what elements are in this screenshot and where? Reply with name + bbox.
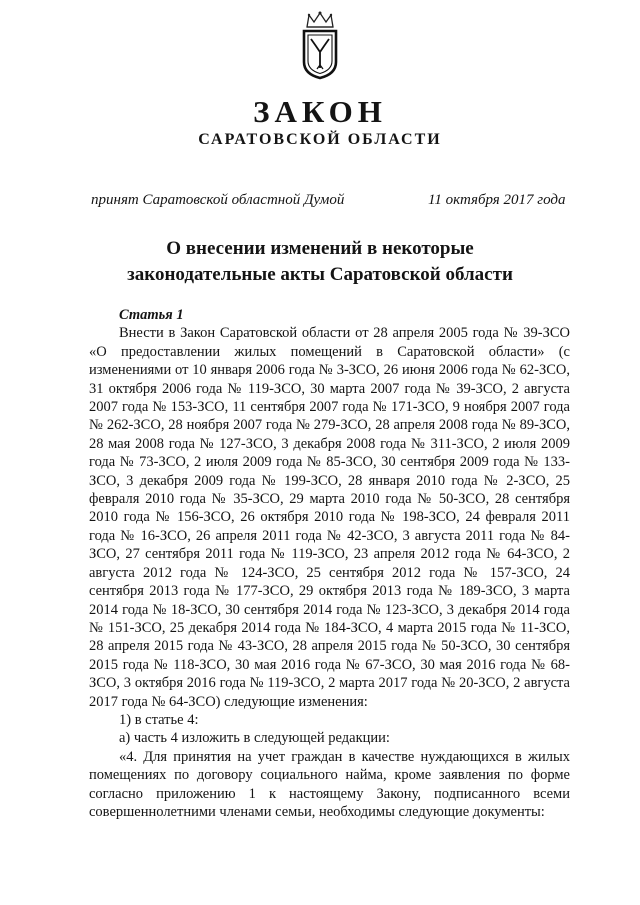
coat-of-arms-icon bbox=[298, 10, 342, 80]
article-paragraph: а) часть 4 изложить в следующей редакции: bbox=[119, 730, 390, 747]
article-paragraph: Внести в Закон Саратовской области от 28 апреля 2005 года № 39-ЗСО «О предоставлении жилых помещений в Саратовской области» (с изменениями от 10 января 2006 года № 3-ЗСО, 26 июня 2006 года № 62-ЗСО, 31 октября 2006 года № 119-ЗСО, 30 марта 2007 года № 39-ЗСО, 2 августа 2007 года № 153-ЗСО, 11 сентября 2007 года № 171-ЗСО, 9 ноября 2007 года № 262-ЗСО, 28 ноября 2007 года № 279-ЗСО, 28 апреля 2008 года № 89-ЗСО, 28 мая 2008 года № 127-ЗСО, 3 декабря 2008 года № 311-ЗСО, 2 июля 2009 года № 73-ЗСО, 2 июля 2009 года № 85-ЗСО, 30 сентября 2009 года № 133-ЗСО, 3 декабря 2009 года № 199-ЗСО, 28 января 2010 года № 2-ЗСО, 25 февраля 2010 года № 35-ЗСО, 29 марта 2010 года № 50-ЗСО, 28 сентября 2010 года № 156-ЗСО, 26 октября 2010 года № 198-ЗСО, 24 февраля 2011 года № 16-ЗСО, 26 апреля 2011 года № 42-ЗСО, 3 августа 2011 года № 84-ЗСО, 27 сентября 2011 года № 119-ЗСО, 23 апреля 2012 года № 64-ЗСО, 2 августа 2012 года № 124-ЗСО, 25 сентября 2012 года № 157-ЗСО, 24 сентября 2013 года № 177-ЗСО, 29 октября 2013 года № 189-ЗСО, 3 марта 2014 года № 18-ЗСО, 30 сентября 2014 года № 123-ЗСО, 3 декабря 2014 года № 151-ЗСО, 25 декабря 2014 года № 184-ЗСО, 4 марта 2015 года № 11-ЗСО, 28 апреля 2015 года № 43-ЗСО, 28 апреля 2015 года № 50-ЗСО, 30 сентября 2015 года № 118-ЗСО, 30 мая 2016 года № 67-ЗСО, 30 мая 2016 года № 68-ЗСО, 3 октября 2016 года № 119-ЗСО, 2 марта 2017 года № 20-ЗСО, 2 августа 2017 года № 64-ЗСО) следующие изменения: bbox=[89, 325, 570, 710]
law-title: ЗАКОН bbox=[253, 94, 387, 129]
document-title-line-2: законодательные акты Саратовской области bbox=[127, 264, 513, 285]
region-name: САРАТОВСКОЙ ОБЛАСТИ bbox=[198, 131, 442, 148]
article-body bbox=[89, 306, 570, 821]
document-title bbox=[60, 236, 580, 288]
document-title-line-1: О внесении изменений в некоторые bbox=[166, 238, 474, 259]
adopted-by-text: принят Саратовской областной Думой bbox=[91, 192, 345, 208]
article-paragraph: «4. Для принятия на учет граждан в качестве нуждающихся в жилых помещениях по договору социального найма, кроме заявления по форме согласно приложению 1 к настоящему Закону, подписанного всеми совершеннолетними членами семьи, необходимы следующие документы: bbox=[89, 748, 570, 820]
article-paragraph: 1) в статье 4: bbox=[119, 711, 199, 728]
adoption-date: 11 октября 2017 года bbox=[428, 192, 566, 208]
article-heading: Статья 1 bbox=[119, 307, 184, 323]
